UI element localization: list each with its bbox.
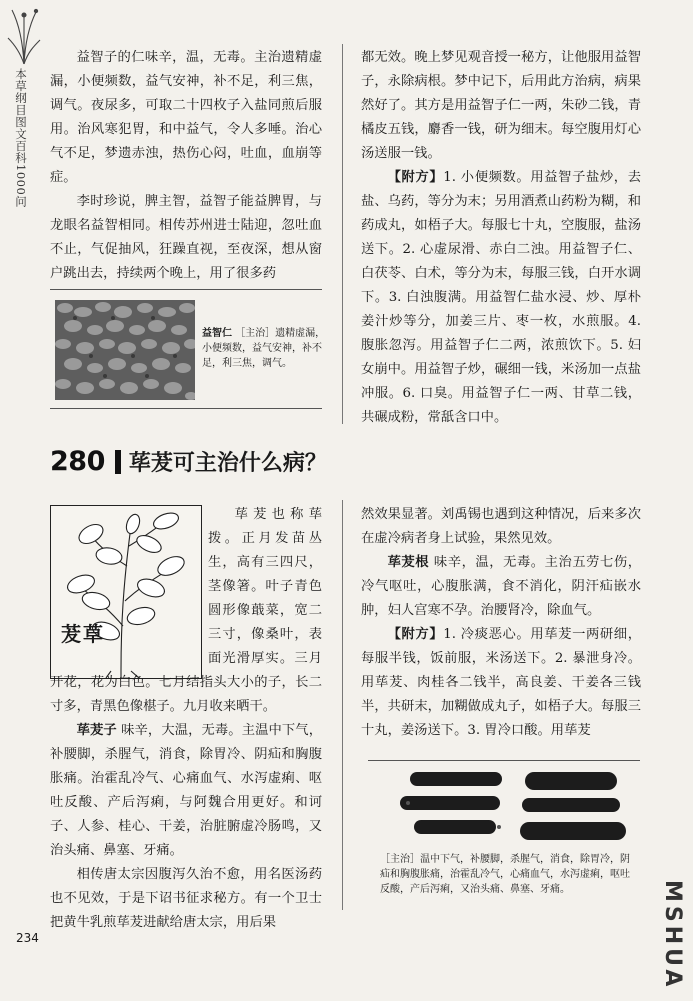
bibo-fruit-photo bbox=[380, 766, 635, 846]
paragraph: 都无效。晚上梦见观音授一秘方，让他服用益智子，永除病根。梦中记下，后用此方治病，病果然好了。其方是用益智子仁一两，朱砂二钱，青橘皮五钱，麝香一钱，研为细末。每空腹用灯心汤送服一钱。 bbox=[361, 50, 641, 161]
herb-part-text: 味辛，温，无毒。主治五劳七伤，冷气呕吐，心腹胀满，食不消化，阴汗疝嵌水肿，妇人宫寒不孕。治腰肾冷，除血气。 bbox=[361, 555, 641, 618]
top-left-column bbox=[50, 46, 322, 286]
section-heading bbox=[50, 446, 327, 477]
caption-body: ［主治］遗精虚漏，小便频数，益气安神，补不足，利三焦，调气。 bbox=[202, 328, 326, 369]
illustration-label: 茇草 bbox=[61, 622, 105, 646]
bottom-left-column bbox=[50, 503, 322, 935]
paragraph bbox=[50, 719, 322, 863]
question-title: 荜茇可主治什么病？ bbox=[128, 451, 327, 476]
divider bbox=[50, 289, 322, 290]
paragraph bbox=[361, 166, 641, 430]
bibo-caption bbox=[380, 852, 635, 897]
appendix-text: 1. 冷痰恶心。用荜茇一两研细，每服半钱，饭前服，米汤送下。2. 暴泄身冷。用荜茇、肉桂各二钱半，高良姜、干姜各三钱半，共研末，加糊做成丸子，如梧子大。每服三十丸，姜汤送下。3. 胃冷口酸。用荜茇 bbox=[361, 627, 642, 738]
paragraph: 然效果显著。刘禹锡也遇到这种情况，后来多次在虚冷病者身上试验，果然见效。 bbox=[361, 507, 641, 546]
book-title: 本草纲目图文百科1000问 bbox=[14, 68, 28, 208]
herb-part-text: 味辛，大温，无毒。主温中下气，补腰脚，杀腥气，消食，除胃冷、阴疝和胸腹胀痛。治霍乱冷气、心痛血气、水泻虚痢、呕吐反酸、产后泻痢，与阿魏合用更好。和诃子、人参、桂心、干姜，治脏腑虚冷肠鸣，又治头痛、鼻塞、牙痛。 bbox=[50, 723, 322, 858]
column-divider bbox=[342, 500, 343, 910]
watermark-text: MSHUA bbox=[660, 880, 685, 991]
appendix-text: 1. 小便频数。用益智子盐炒，去盐、乌药，等分为末；另用酒煮山药粉为糊，和药成丸，如梧子大。每服七十丸，空腹服，盐汤送下。2. 心虚尿滑、赤白二浊。用益智子仁、白茯苓、白术，等分为末，每服三钱，白开水调下。3. 白浊腹满。用益智仁盐水浸、炒、厚朴姜汁炒等分，加姜三片、枣一枚，水煎服。4. 腹胀忽泻。用益智子仁二两，浓煎饮下。5. 妇女崩中。用益智子炒，碾细一钱，米汤加一点盐冲服。6. 口臭。用益智子仁一两、甘草二钱，共碾成粉，常舐含口中。 bbox=[361, 170, 642, 425]
paragraph: 相传唐太宗因腹泻久治不愈，用名医汤药也不见效，于是下诏书征求秘方。有一个卫士把黄牛乳煎荜茇进献给唐太宗，用后果 bbox=[50, 867, 322, 930]
caption-body: ［主治］温中下气，补腰脚，杀腥气，消食，除胃冷，阴疝和胸腹胀痛，治霍乱冷气，心痛血气，水泻虚痢，呕吐反酸，产后泻痢，又治头痛、鼻塞、牙痛。 bbox=[380, 854, 630, 895]
question-number: 280 bbox=[50, 446, 105, 477]
top-right-column bbox=[361, 46, 641, 430]
float-spacer bbox=[50, 503, 208, 671]
paragraph: 荜茇也称荜拨。正月发苗丛生，高有三四尺，茎像箸。叶子青色圆形像蕺菜，宽二三寸，像桑叶，表面光滑厚实。三月开花，花为白色。七月结指头大小的子，长二寸多，青黑色像椹子。九月收来晒干。 bbox=[50, 507, 322, 714]
heading-bar bbox=[115, 450, 121, 474]
yizhi-caption bbox=[202, 326, 327, 371]
bottom-right-column bbox=[361, 503, 641, 743]
appendix-label: 【附方】 bbox=[387, 170, 444, 185]
caption-title: 益智仁 bbox=[202, 328, 232, 339]
herb-part-label: 荜茇子 bbox=[76, 723, 117, 738]
paragraph bbox=[361, 623, 641, 743]
herb-part-label: 荜茇根 bbox=[387, 555, 430, 570]
paragraph: 李时珍说，脾主智，益智子能益脾胃，与龙眼名益智相同。相传苏州进士陆迎，忽吐血不止，气促抽风，狂躁直视，至夜深，想从窗户跳出去，持续两个晚上，用了很多药 bbox=[50, 194, 322, 281]
paragraph: 益智子的仁味辛，温，无毒。主治遗精虚漏，小便频数，益气安神，补不足，利三焦，调气。夜尿多，可取二十四枚子入盐同煎后服用。治风寒犯胃，和中益气，令人多唾。治心气不足，梦遗赤浊，热伤心闷，吐血，血崩等症。 bbox=[50, 50, 322, 185]
yizhi-seeds-photo bbox=[55, 300, 195, 400]
divider bbox=[50, 408, 322, 409]
divider bbox=[368, 760, 640, 761]
column-divider bbox=[342, 44, 343, 424]
page-number: 234 bbox=[16, 931, 39, 945]
paragraph bbox=[361, 551, 641, 623]
grass-logo-icon bbox=[6, 6, 42, 66]
appendix-label: 【附方】 bbox=[387, 627, 444, 642]
